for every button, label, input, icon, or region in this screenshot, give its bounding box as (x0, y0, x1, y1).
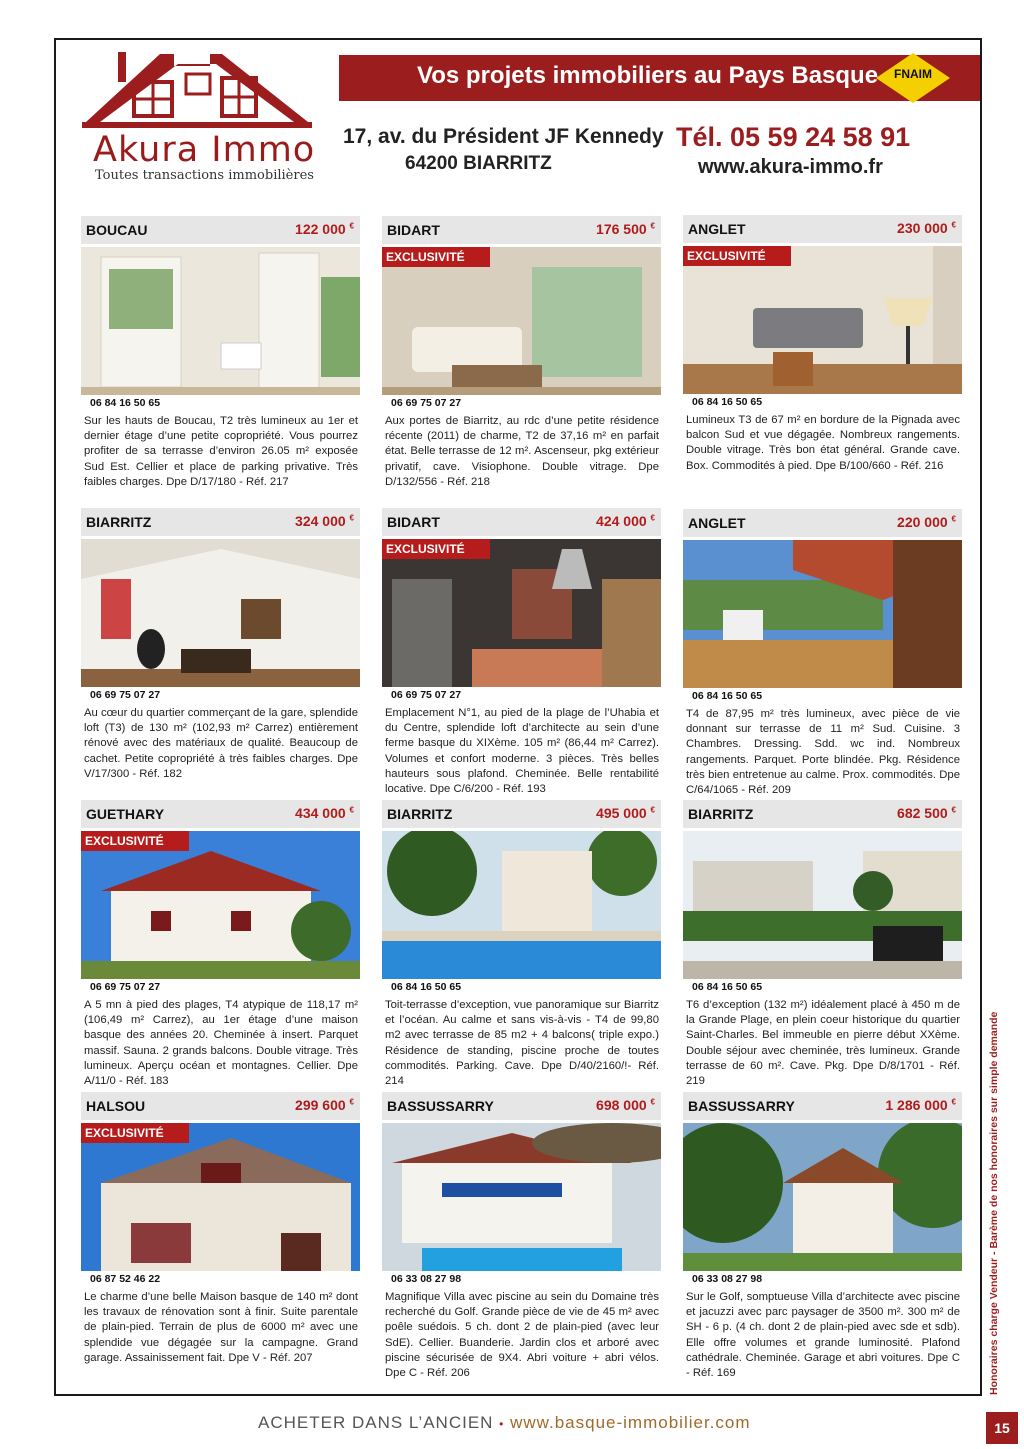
listing-card[interactable] (382, 800, 661, 1089)
listing-card[interactable] (382, 216, 661, 490)
listing-city: BIARRITZ (86, 514, 152, 530)
listing-photo[interactable] (81, 247, 360, 411)
listing-card[interactable] (683, 800, 962, 1089)
listing-description: Lumineux T3 de 67 m² en bordure de la Pignada avec balcon Sud et vue dégagée. Nombreux rangements. Double vitrage. Très bon état général. Grande cave. Box. Commodités à pied. Dpe B/100/660 - Réf. 216 (686, 414, 960, 472)
banner-title: Vos projets immobiliers au Pays Basque (417, 62, 879, 89)
listing-city: BOUCAU (86, 222, 148, 238)
brand-tagline: Toutes transactions immobilières (95, 168, 314, 183)
listing-header (81, 800, 360, 828)
listing-card[interactable] (382, 1092, 661, 1381)
listing-city: BIARRITZ (688, 806, 754, 822)
listing-description: A 5 mn à pied des plages, T4 atypique de 118,17 m² (106,49 m² Carrez), au 1er étage d’une maison basque des années 20. Cheminée à insert. Parquet massif. Sauna. 2 grands balcons. Double vitrage. Très lumineux. Aperçu océan et montagnes. Cellier. Dpe A/11/0 - Réf. 183 (84, 999, 358, 1088)
listing-photo[interactable] (81, 539, 360, 703)
listing-photo[interactable] (683, 831, 962, 995)
listing-city: HALSOU (86, 1098, 146, 1114)
listing-price: 176 500 € (596, 221, 655, 237)
house-photo (81, 1123, 360, 1287)
interior-photo (81, 247, 360, 411)
listing-phone: 06 84 16 50 65 (683, 394, 962, 410)
exclusive-badge: EXCLUSIVITÉ (382, 247, 490, 267)
agency-website[interactable]: www.akura-immo.fr (698, 156, 883, 178)
listing-phone: 06 69 75 07 27 (81, 687, 360, 703)
listing-phone: 06 33 08 27 98 (382, 1271, 661, 1287)
villa-photo (683, 1123, 962, 1287)
listing-city: BIDART (387, 514, 440, 530)
listing-city: BIDART (387, 222, 440, 238)
listing-description: Aux portes de Biarritz, au rdc d’une petite résidence récente (2011) de charme, T2 de 37,16 m² en parfait état. Belle terrasse de 12 m². Ascenseur, pkg extérieur privatif, cave. Visiophone. Double vitrage. Dpe D/132/556 - Réf. 218 (385, 415, 659, 488)
listing-photo[interactable] (683, 246, 962, 410)
interior-photo (382, 247, 661, 411)
listing-card[interactable] (81, 508, 360, 782)
listing-card[interactable] (683, 215, 962, 474)
house-logo-icon (82, 46, 312, 136)
listing-phone: 06 69 75 07 27 (382, 687, 661, 703)
footer-tagline: ACHETER DANS L’ANCIEN (258, 1413, 494, 1432)
listing-city: BASSUSSARRY (688, 1098, 795, 1114)
exclusive-badge: EXCLUSIVITÉ (382, 539, 490, 559)
listing-city: BIARRITZ (387, 806, 453, 822)
listing-city: BASSUSSARRY (387, 1098, 494, 1114)
listing-price: 698 000 € (596, 1097, 655, 1113)
listing-description: T4 de 87,95 m² très lumineux, avec pièce de vie donnant sur terrasse de 11 m² Sud. Cuisine. 3 Chambres. Dressing. Sdd. wc ind. Nombreux rangements. Parquet. Porte blindée. Pkg. Résidence très bien entretenue au calme. Prox. commodités. Dpe C/64/1065 - Réf. 209 (686, 708, 960, 797)
footer-website[interactable]: www.basque-immobilier.com (510, 1413, 751, 1432)
listing-description: Toit-terrasse d’exception, vue panoramique sur Biarritz et l’océan. Au calme et sans vis-à-vis - T4 de 99,80 m2 avec terrasse de 85 m2 + 4 balcons( triple expo.) Résidence de standing, piscine proche de toutes commodités. Parking. Cave. Dpe D/40/2160/!- Réf. 214 (385, 999, 659, 1088)
listing-phone: 06 84 16 50 65 (683, 979, 962, 995)
listing-photo[interactable] (382, 539, 661, 703)
listing-phone: 06 84 16 50 65 (81, 395, 360, 411)
listing-price: 434 000 € (295, 805, 354, 821)
listing-card[interactable] (683, 1092, 962, 1381)
listing-header (382, 508, 661, 536)
listing-photo[interactable] (81, 1123, 360, 1287)
listing-price: 424 000 € (596, 513, 655, 529)
listing-header (683, 800, 962, 828)
fnaim-label: FNAIM (894, 67, 932, 81)
listing-price: 1 286 000 € (885, 1097, 956, 1113)
footer (258, 1413, 751, 1433)
exclusive-badge: EXCLUSIVITÉ (81, 1123, 189, 1143)
listing-description: Magnifique Villa avec piscine au sein du Domaine très recherché du Golf. Grande pièce de vie de 45 m² avec poêle suédois. 5 ch. dont 2 de plain-pied (avec leur SdE). Cellier. Buanderie. Jardin clos et arboré avec piscine sécurisée de 9X4. Abri voiture + abri vélos. Dpe C - Réf. 206 (385, 1291, 659, 1380)
house-photo (81, 831, 360, 995)
interior-photo (683, 246, 962, 410)
listing-photo[interactable] (81, 831, 360, 995)
listing-card[interactable] (81, 216, 360, 490)
kitchen-photo (382, 539, 661, 703)
terrace-photo (683, 540, 962, 704)
listing-description: T6 d’exception (132 m²) idéalement placé à 450 m de la Grande Plage, en plein coeur historique du quartier Saint-Charles. Bel immeuble en pierre début XXème. Double séjour avec cheminée, très lumineux. Grande terrasse de 60 m². Cave. Pkg. Dpe D/8/1701 - Réf. 219 (686, 999, 960, 1088)
listing-price: 122 000 € (295, 221, 354, 237)
listing-header (382, 1092, 661, 1120)
listing-header (683, 1092, 962, 1120)
listing-header (81, 1092, 360, 1120)
listing-card[interactable] (81, 1092, 360, 1366)
listing-phone: 06 69 75 07 27 (81, 979, 360, 995)
listing-header (683, 215, 962, 243)
agency-phone[interactable]: Tél. 05 59 24 58 91 (676, 122, 911, 152)
address-line1: 17, av. du Président JF Kennedy (343, 125, 664, 148)
listing-card[interactable] (81, 800, 360, 1089)
brand-name: Akura Immo (93, 130, 316, 170)
listing-price: 299 600 € (295, 1097, 354, 1113)
listing-phone: 06 33 08 27 98 (683, 1271, 962, 1287)
header-banner (339, 55, 980, 101)
listing-description: Sur les hauts de Boucau, T2 très lumineux au 1er et dernier étage d’une petite copropriété. Vous pourrez profiter de sa terrasse d’environ 26.05 m² exposée Sud Est. Cellier et place de parking privative. Très faibles charges. Dpe D/17/180 - Réf. 217 (84, 415, 358, 488)
footer-bullet: • (499, 1417, 505, 1431)
listing-photo[interactable] (683, 1123, 962, 1287)
listing-city: ANGLET (688, 221, 746, 237)
listing-phone: 06 69 75 07 27 (382, 395, 661, 411)
exclusive-badge: EXCLUSIVITÉ (81, 831, 189, 851)
address-line2: 64200 BIARRITZ (405, 153, 552, 174)
listing-city: GUETHARY (86, 806, 165, 822)
listing-header (683, 509, 962, 537)
listing-price: 682 500 € (897, 805, 956, 821)
building-photo (683, 831, 962, 995)
exclusive-badge: EXCLUSIVITÉ (683, 246, 791, 266)
listing-photo[interactable] (683, 540, 962, 704)
listing-price: 324 000 € (295, 513, 354, 529)
fnaim-badge (874, 51, 952, 105)
listing-phone: 06 84 16 50 65 (683, 688, 962, 704)
fees-note: Honoraires charge Vendeur - Barème de nos honoraires sur simple demande (988, 1011, 1000, 1395)
listing-description: Le charme d’une belle Maison basque de 140 m² dont les travaux de rénovation sont à finir. Suite parentale de plain-pied. Terrain de plus de 6000 m² avec une splendide vue dégagée sur la campagne. Grand garage. Assainissement fait. Dpe V - Réf. 207 (84, 1291, 358, 1364)
listing-phone: 06 84 16 50 65 (382, 979, 661, 995)
listing-description: Sur le Golf, somptueuse Villa d’architecte avec piscine et jacuzzi avec parc paysager de 3500 m². 300 m² de SH - 6 p. (4 ch. dont 2 de plain-pied avec sde et sdb). Elle offre volumes et grande luminosité. Plafond cathédrale. Cheminée. Garage et abri voitures. Dpe C - Réf. 169 (686, 1291, 960, 1380)
page-number: 15 (986, 1412, 1018, 1444)
listing-description: Emplacement N°1, au pied de la plage de l’Uhabia et du Centre, splendide loft d’architecte au sein d’une ferme basque du XIXème. 105 m² (86,44 m² Carrez). Volumes et confort moderne. 3 pièces. Très belles hauteurs sous plafond. Cheminée. Belle rentabilité locative. Dpe C/6/200 - Réf. 193 (385, 707, 659, 796)
listing-card[interactable] (382, 508, 661, 797)
listing-photo[interactable] (382, 1123, 661, 1287)
listing-header (81, 508, 360, 536)
listing-photo[interactable] (382, 831, 661, 995)
listing-photo[interactable] (382, 247, 661, 411)
listing-city: ANGLET (688, 515, 746, 531)
listing-header (81, 216, 360, 244)
listing-phone: 06 87 52 46 22 (81, 1271, 360, 1287)
listing-header (382, 800, 661, 828)
interior-photo (81, 539, 360, 703)
listing-header (382, 216, 661, 244)
listing-price: 230 000 € (897, 220, 956, 236)
listing-card[interactable] (683, 509, 962, 798)
listing-description: Au cœur du quartier commerçant de la gare, splendide loft (T3) de 130 m² (102,93 m² Carrez) entièrement rénové avec des matériaux de qualité. Beaucoup de cachet. Petite copropriété à très faibles charges. Dpe V/17/300 - Réf. 182 (84, 707, 358, 780)
listing-price: 495 000 € (596, 805, 655, 821)
villa-photo (382, 1123, 661, 1287)
pool-photo (382, 831, 661, 995)
listing-price: 220 000 € (897, 514, 956, 530)
